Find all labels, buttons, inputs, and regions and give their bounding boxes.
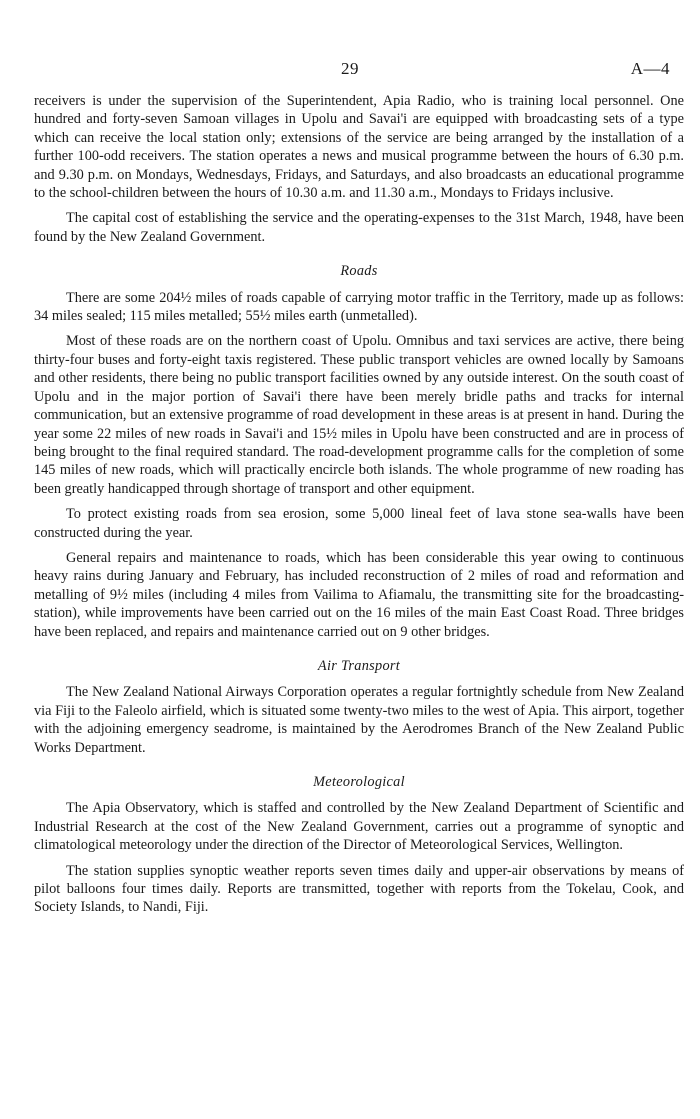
paragraph-roads-services: Most of these roads are on the northern coast of Upolu. Omnibus and taxi services are active, there being thirty-four buses and forty-eight taxis registered. These public transport vehicles are owned locally by Samoans and other residents, there being no public transport facilities owned by any outside interest. On the south coast of Upolu and in the major portion of Savai'i there have been merely bridle paths and tracks for internal communication, but an extensive programme of road development in these areas is at present in hand. During the year some 22 miles of new roads in Savai'i and 15½ miles in Upolu have been constructed and are in process of being brought to the final required standard. The road-development programme calls for the completion of some 145 miles of new roads, which will practically encircle both islands. The whole programme of new roading has been greatly handicapped through shortage of transport and other equipment. <box>34 333 684 497</box>
page-number: 29 <box>341 59 359 78</box>
paragraph-weather-reports: The station supplies synoptic weather reports seven times daily and upper-air observations by means of pilot balloons four times daily. Reports are transmitted, together with reports from the Tokelau, Cook, and Society Islands, to Nandi, Fiji. <box>34 862 684 916</box>
section-heading-roads: Roads <box>340 263 378 280</box>
paragraph-air-transport: The New Zealand National Airways Corporation operates a regular fortnightly schedule from New Zealand via Fiji to the Faleolo airfield, which is situated some twenty-two miles to the west of Apia. This airport, together with the adjoining emergency seadrome, is maintained by the Aerodromes Branch of the New Zealand Public Works Department. <box>34 684 684 756</box>
section-heading-air-transport: Air Transport <box>317 657 401 674</box>
paragraph-broadcasting-cost: The capital cost of establishing the service and the operating-expenses to the 31st March, 1948, have been found by the New Zealand Government. <box>34 210 684 245</box>
paragraph-broadcasting-receivers: receivers is under the supervision of the Superintendent, Apia Radio, who is training local personnel. One hundred and forty-seven Samoan villages in Upolu and Savai'i are equipped with broadcasting sets of a type which can receive the local station only; extensions of the service are being arranged by the installation of a further 100-odd receivers. The station operates a news and musical programme between the hours of 6.30 p.m. and 9.30 p.m. on Mondays, Wednesdays, Fridays, and Saturdays, and also broadcasts an educational programme to the school-children between the hours of 10.30 a.m. and 11.30 a.m., Mondays to Fridays inclusive. <box>34 93 684 202</box>
document-reference: A—4 <box>630 59 670 78</box>
paragraph-roads-repairs: General repairs and maintenance to roads, which has been considerable this year owing to continuous heavy rains during January and February, has included reconstruction of 2 miles of road and reformation and metalling of 9½ miles (including 4 miles from Vailima to Afiamalu, the transmitting site for the broadcasting-station), while improvements have been carried out on the 16 miles of the main East Coast Road. Three bridges have been replaced, and repairs and maintenance carried out on 9 other bridges. <box>34 549 684 640</box>
body-text <box>34 92 684 924</box>
section-heading-meteorological: Meteorological <box>313 774 405 790</box>
paragraph-roads-sea-walls: To protect existing roads from sea erosion, some 5,000 lineal feet of lava stone sea-walls have been constructed during the year. <box>34 506 684 541</box>
paragraph-observatory: The Apia Observatory, which is staffed and controlled by the New Zealand Department of Scientific and Industrial Research at the cost of the New Zealand Government, carries out a programme of synoptic and climatological meteorology under the direction of the Director of Meteorological Services, Wellington. <box>34 800 684 854</box>
paragraph-roads-mileage: There are some 204½ miles of roads capable of carrying motor traffic in the Territory, made up as follows: 34 miles sealed; 115 miles metalled; 55½ miles earth (unmetalled). <box>34 289 684 325</box>
